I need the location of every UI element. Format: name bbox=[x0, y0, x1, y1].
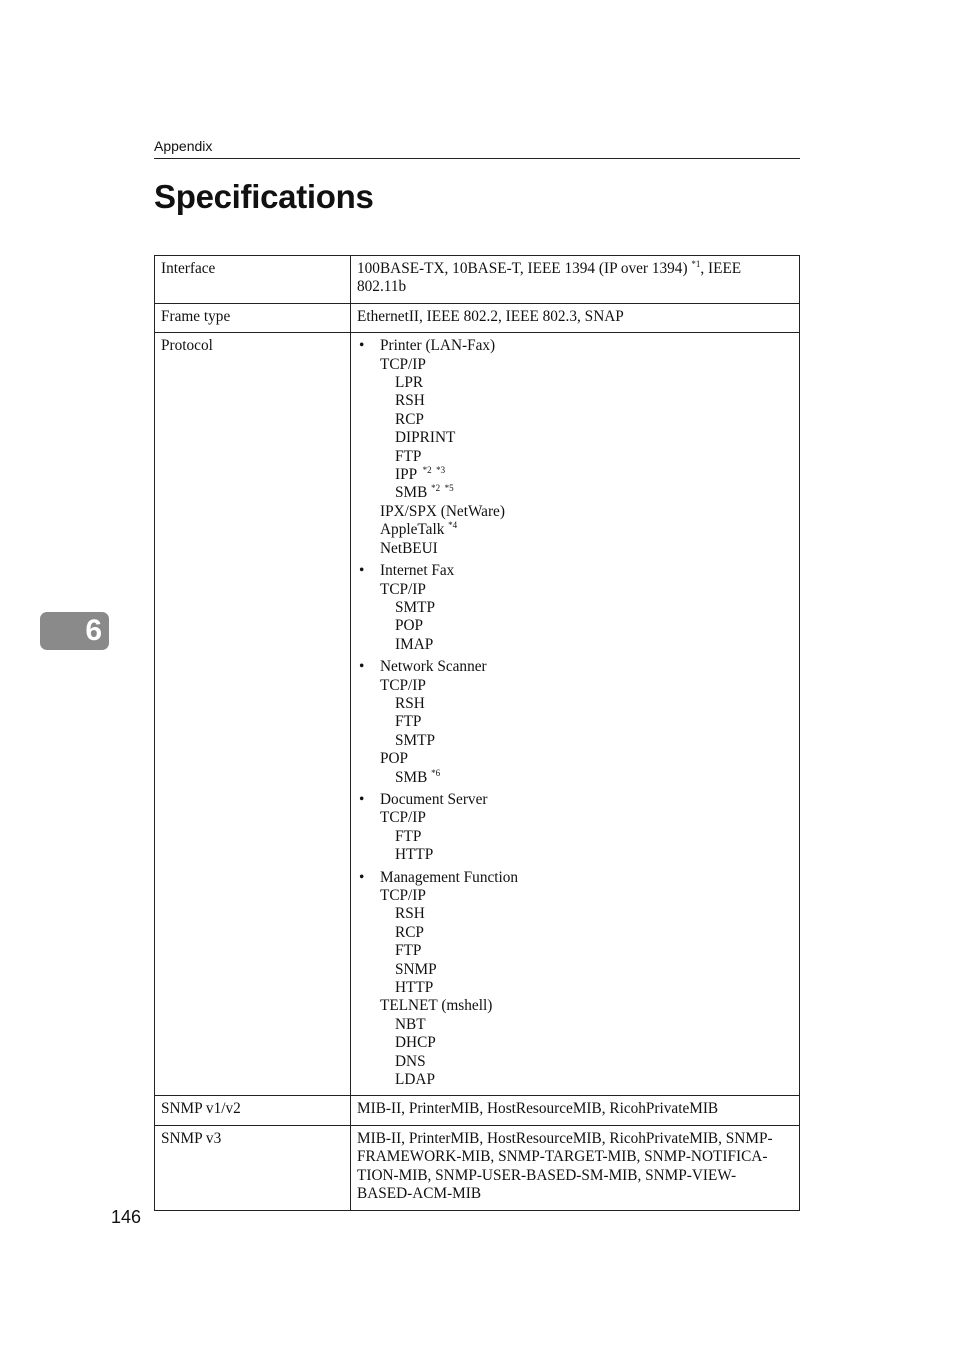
protocol-item-label: DIPRINT bbox=[395, 429, 456, 447]
protocol-item-label: RCP bbox=[395, 923, 424, 941]
interface-value-b: , IEEE 802.11b bbox=[357, 260, 742, 296]
protocol-item-label: SMB bbox=[395, 768, 432, 786]
protocol-item bbox=[380, 887, 793, 905]
table-row-snmp-v1v2 bbox=[155, 1096, 800, 1125]
protocol-item-label: DHCP bbox=[395, 1034, 436, 1052]
protocol-group-title: Network Scanner bbox=[380, 658, 487, 676]
protocol-item-label: TCP/IP bbox=[380, 676, 426, 694]
snmp-v3-line: MIB-II, PrinterMIB, HostResourceMIB, RicohPrivateMIB, SNMP- bbox=[357, 1129, 773, 1147]
protocol-item-label: TCP/IP bbox=[380, 887, 426, 904]
protocol-item-label: AppleTalk bbox=[380, 521, 449, 539]
specifications-table bbox=[154, 255, 800, 1211]
protocol-item bbox=[380, 411, 793, 429]
protocol-item bbox=[380, 1071, 793, 1089]
row-label: SNMP v3 bbox=[155, 1125, 351, 1210]
protocol-item-label: SMB bbox=[395, 484, 432, 502]
protocol-group bbox=[357, 869, 793, 1090]
protocol-item bbox=[380, 732, 793, 750]
snmp-v3-line: FRAMEWORK-MIB, SNMP-TARGET-MIB, SNMP-NOTIFICA- bbox=[357, 1148, 768, 1166]
table-row-frame-type bbox=[155, 303, 800, 332]
protocol-item-label: NetBEUI bbox=[380, 539, 438, 557]
running-header: Appendix bbox=[154, 138, 213, 154]
protocol-item bbox=[380, 636, 793, 654]
protocol-group-title: Printer (LAN-Fax) bbox=[380, 337, 496, 355]
protocol-group bbox=[357, 658, 793, 787]
protocol-group bbox=[357, 562, 793, 654]
row-label: SNMP v1/v2 bbox=[155, 1096, 351, 1125]
protocol-item bbox=[380, 713, 793, 731]
protocol-item bbox=[380, 997, 793, 1015]
protocol-item-label: RSH bbox=[395, 905, 425, 923]
row-label: Frame type bbox=[155, 303, 351, 332]
protocol-item-label: FTP bbox=[395, 942, 422, 960]
row-label: Protocol bbox=[155, 333, 351, 1096]
protocol-item-label: SNMP bbox=[395, 960, 437, 978]
header-rule bbox=[154, 158, 800, 159]
protocol-item-label: DNS bbox=[395, 1052, 426, 1070]
interface-value-a: 100BASE-TX, 10BASE-T, IEEE 1394 (IP over 1394) bbox=[357, 260, 692, 277]
protocol-group bbox=[357, 791, 793, 865]
protocol-item bbox=[380, 695, 793, 713]
protocol-item bbox=[380, 1053, 793, 1071]
protocol-item-label: HTTP bbox=[395, 979, 434, 997]
row-value bbox=[351, 1125, 800, 1210]
protocol-item bbox=[380, 828, 793, 846]
protocol-item bbox=[380, 521, 793, 539]
protocol-group-title: Internet Fax bbox=[380, 562, 455, 580]
protocol-item bbox=[380, 905, 793, 923]
protocol-item bbox=[380, 429, 793, 447]
protocol-item-label: HTTP bbox=[395, 846, 434, 864]
table-row-interface bbox=[155, 256, 800, 304]
protocol-item-label: TCP/IP bbox=[380, 809, 426, 827]
protocol-item bbox=[380, 484, 793, 502]
row-label: Interface bbox=[155, 256, 351, 304]
protocol-item-label: IPX/SPX (NetWare) bbox=[380, 502, 505, 520]
chapter-tab: 6 bbox=[40, 612, 109, 650]
protocol-item bbox=[380, 1016, 793, 1034]
table-row-snmp-v3 bbox=[155, 1125, 800, 1210]
row-value: EthernetII, IEEE 802.2, IEEE 802.3, SNAP bbox=[351, 303, 800, 332]
protocol-item-label: RSH bbox=[395, 694, 425, 712]
protocol-item bbox=[380, 677, 793, 695]
protocol-item bbox=[380, 942, 793, 960]
protocol-item bbox=[380, 356, 793, 374]
protocol-item-label: SMTP bbox=[395, 731, 435, 749]
protocol-item-label: TCP/IP bbox=[380, 355, 426, 373]
protocol-group-title: Management Function bbox=[380, 868, 519, 886]
footnote-ref: *2 *3 bbox=[420, 465, 446, 476]
protocol-item bbox=[380, 979, 793, 997]
page-title: Specifications bbox=[154, 178, 374, 215]
protocol-item bbox=[380, 466, 793, 484]
protocol-item-label: NBT bbox=[395, 1015, 426, 1033]
bullet-icon: • bbox=[359, 790, 365, 808]
protocol-item bbox=[380, 540, 793, 558]
protocol-item-label: IMAP bbox=[395, 635, 434, 653]
bullet-icon: • bbox=[359, 562, 365, 580]
protocol-item bbox=[380, 617, 793, 635]
bullet-icon: • bbox=[359, 868, 365, 886]
protocol-item bbox=[380, 961, 793, 979]
bullet-icon: • bbox=[359, 658, 365, 676]
row-value bbox=[351, 256, 800, 304]
protocol-item-label: TELNET (mshell) bbox=[380, 997, 493, 1015]
protocol-item-label: FTP bbox=[395, 713, 422, 731]
snmp-v3-line: TION-MIB, SNMP-USER-BASED-SM-MIB, SNMP-VIEW- bbox=[357, 1166, 737, 1184]
table-row-protocol bbox=[155, 333, 800, 1096]
protocol-item bbox=[380, 924, 793, 942]
protocol-item bbox=[380, 448, 793, 466]
protocol-item-label: RSH bbox=[395, 392, 425, 410]
protocol-item bbox=[380, 503, 793, 521]
protocol-item-label: FTP bbox=[395, 827, 422, 845]
protocol-item-label: SMTP bbox=[395, 598, 435, 616]
protocol-item-label: POP bbox=[380, 750, 409, 768]
protocol-item bbox=[380, 769, 793, 787]
footnote-ref: *2 *5 bbox=[431, 483, 454, 494]
protocol-item bbox=[380, 1034, 793, 1052]
protocol-item bbox=[380, 599, 793, 617]
protocol-group-title: Document Server bbox=[380, 790, 488, 808]
protocol-item-label: LDAP bbox=[395, 1071, 435, 1089]
protocol-item-label: POP bbox=[395, 617, 424, 635]
snmp-v3-line: BASED-ACM-MIB bbox=[357, 1185, 482, 1203]
footnote-ref: *6 bbox=[431, 767, 441, 778]
bullet-icon: • bbox=[359, 337, 365, 355]
row-value: MIB-II, PrinterMIB, HostResourceMIB, RicohPrivateMIB bbox=[351, 1096, 800, 1125]
footnote-ref: *4 bbox=[448, 520, 458, 531]
protocol-item bbox=[380, 392, 793, 410]
protocol-item bbox=[380, 581, 793, 599]
protocol-item-label: IPP bbox=[395, 466, 421, 484]
protocol-item-label: RCP bbox=[395, 410, 424, 428]
protocol-item bbox=[380, 374, 793, 392]
protocol-list bbox=[351, 333, 800, 1096]
protocol-item-label: FTP bbox=[395, 447, 422, 465]
protocol-item bbox=[380, 750, 793, 768]
protocol-group bbox=[357, 337, 793, 558]
protocol-item bbox=[380, 809, 793, 827]
protocol-item-label: LPR bbox=[395, 374, 424, 392]
protocol-item bbox=[380, 846, 793, 864]
protocol-item-label: TCP/IP bbox=[380, 580, 426, 598]
page-number: 146 bbox=[111, 1207, 142, 1227]
footnote-ref: *1 bbox=[691, 259, 701, 269]
